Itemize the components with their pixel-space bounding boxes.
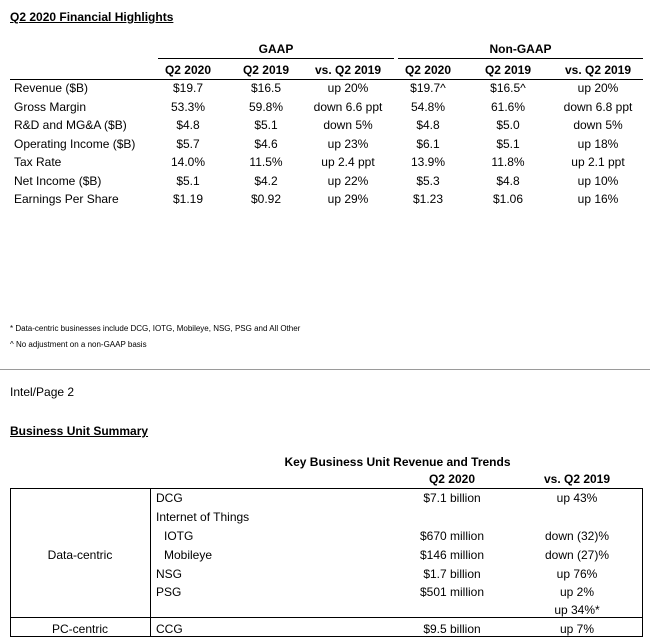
group-label-pc-centric: PC-centric xyxy=(51,622,108,636)
cell-nongaap-vs: up 16% xyxy=(577,192,619,206)
row-label: R&D and MG&A ($B) xyxy=(14,118,127,132)
business-unit-revenue: $670 million xyxy=(419,529,485,543)
cell-gaap-vs: down 5% xyxy=(323,118,373,132)
business-unit-trend: up 2% xyxy=(559,585,595,599)
footnote-data-centric: * Data-centric businesses include DCG, IOTG, Mobileye, NSG, PSG and All Other xyxy=(10,324,301,333)
row-label: Gross Margin xyxy=(14,99,87,114)
business-unit-name: CCG xyxy=(156,622,183,636)
business-unit-trend: up 43% xyxy=(556,491,598,505)
business-header-rule xyxy=(10,488,643,489)
cell-nongaap-q2-2019: $1.06 xyxy=(492,192,524,206)
business-bottom-rule xyxy=(10,636,643,637)
cell-gaap-vs: down 6.6 ppt xyxy=(313,99,383,114)
business-unit-trend: down (27)% xyxy=(544,548,610,562)
cell-gaap-q2-2019: 11.5% xyxy=(249,155,283,169)
business-unit-revenue: $501 million xyxy=(419,585,485,599)
cell-gaap-q2-2019: 59.8% xyxy=(248,99,284,114)
cell-gaap-q2-2019: $16.5 xyxy=(250,81,282,95)
cell-nongaap-q2-2020: $5.3 xyxy=(416,173,440,188)
cell-nongaap-vs: up 20% xyxy=(577,81,619,95)
cell-nongaap-q2-2019: $4.8 xyxy=(496,173,520,188)
business-group-divider xyxy=(10,617,643,618)
cell-gaap-q2-2019: $0.92 xyxy=(250,192,282,206)
cell-gaap-vs: up 23% xyxy=(327,136,369,151)
business-unit-trend: up 76% xyxy=(556,567,598,581)
cell-gaap-vs: up 22% xyxy=(327,173,369,188)
column-header-gaap-vs: vs. Q2 2019 xyxy=(314,63,382,77)
business-unit-name: PSG xyxy=(156,585,182,599)
cell-nongaap-vs: down 5% xyxy=(573,118,623,132)
table-left-border xyxy=(10,488,11,636)
group-label-data-centric: Data-centric xyxy=(47,548,113,562)
column-header-nongaap-vs: vs. Q2 2019 xyxy=(564,63,632,77)
business-unit-name: DCG xyxy=(156,491,183,505)
business-unit-trend: up 34%* xyxy=(554,603,600,617)
cell-nongaap-q2-2020: $6.1 xyxy=(416,136,440,151)
nongaap-underline xyxy=(398,58,643,59)
column-header-gaap-q2-2020: Q2 2020 xyxy=(164,63,212,77)
cell-nongaap-q2-2019: 11.8% xyxy=(491,155,525,169)
cell-nongaap-q2-2020: $4.8 xyxy=(416,118,440,132)
table-right-border xyxy=(642,488,643,636)
header-rule xyxy=(10,79,643,80)
business-unit-trend: down (32)% xyxy=(544,529,610,543)
business-unit-name: NSG xyxy=(156,567,183,581)
nongaap-header: Non-GAAP xyxy=(489,42,552,56)
row-label: Revenue ($B) xyxy=(14,81,89,95)
cell-gaap-q2-2020: $1.19 xyxy=(172,192,204,206)
cell-gaap-q2-2020: $5.1 xyxy=(176,173,200,188)
cell-nongaap-vs: up 18% xyxy=(577,136,619,151)
cell-nongaap-q2-2019: 61.6% xyxy=(490,99,526,114)
cell-nongaap-q2-2020: $1.23 xyxy=(412,192,444,206)
cell-gaap-vs: up 20% xyxy=(327,81,369,95)
cell-gaap-vs: up 29% xyxy=(327,192,369,206)
cell-gaap-q2-2019: $4.2 xyxy=(254,173,278,188)
page-label: Intel/Page 2 xyxy=(10,385,75,399)
gaap-underline xyxy=(158,58,394,59)
footnote-non-gaap: ^ No adjustment on a non-GAAP basis xyxy=(10,340,147,349)
row-label: Tax Rate xyxy=(14,155,62,169)
financial-highlights-title: Q2 2020 Financial Highlights xyxy=(10,10,174,24)
cell-gaap-q2-2020: $19.7 xyxy=(172,81,204,95)
column-header-nongaap-q2-2020: Q2 2020 xyxy=(404,63,452,77)
column-header-gaap-q2-2019: Q2 2019 xyxy=(242,63,290,77)
cell-gaap-q2-2019: $5.1 xyxy=(254,118,278,132)
cell-nongaap-vs: up 2.1 ppt xyxy=(571,155,625,169)
row-label: Net Income ($B) xyxy=(14,173,102,188)
col-vs-q2-2019: vs. Q2 2019 xyxy=(543,472,611,486)
cell-nongaap-q2-2019: $16.5^ xyxy=(490,81,526,95)
gaap-header: GAAP xyxy=(258,42,294,56)
cell-gaap-q2-2019: $4.6 xyxy=(254,136,278,151)
business-unit-trend: up 7% xyxy=(559,622,595,636)
cell-gaap-q2-2020: $5.7 xyxy=(176,136,200,151)
business-unit-revenue: $9.5 billion xyxy=(423,622,481,636)
row-label: Operating Income ($B) xyxy=(14,136,136,151)
cell-nongaap-q2-2020: 54.8% xyxy=(410,99,446,114)
group-column-divider xyxy=(150,488,151,636)
cell-gaap-q2-2020: 53.3% xyxy=(170,99,206,114)
col-q2-2020: Q2 2020 xyxy=(428,472,476,486)
row-label: Earnings Per Share xyxy=(14,192,119,206)
cell-nongaap-q2-2020: $19.7^ xyxy=(410,81,446,95)
cell-gaap-q2-2020: $4.8 xyxy=(176,118,200,132)
cell-gaap-q2-2020: 14.0% xyxy=(170,155,206,169)
page-separator xyxy=(0,369,650,370)
cell-nongaap-vs: down 6.8 ppt xyxy=(563,99,633,114)
business-unit-revenue: $146 million xyxy=(419,548,485,562)
cell-nongaap-q2-2019: $5.1 xyxy=(496,136,520,151)
cell-nongaap-q2-2019: $5.0 xyxy=(496,118,520,132)
cell-nongaap-q2-2020: 13.9% xyxy=(410,155,446,169)
business-unit-name: Mobileye xyxy=(164,548,213,562)
column-header-nongaap-q2-2019: Q2 2019 xyxy=(484,63,532,77)
business-unit-name: Internet of Things xyxy=(156,510,250,524)
cell-nongaap-vs: up 10% xyxy=(577,173,619,188)
cell-gaap-vs: up 2.4 ppt xyxy=(321,155,375,169)
business-unit-revenue: $1.7 billion xyxy=(423,567,481,581)
business-table-title: Key Business Unit Revenue and Trends xyxy=(284,455,511,469)
business-unit-revenue: $7.1 billion xyxy=(423,491,481,505)
business-unit-summary-title: Business Unit Summary xyxy=(10,424,149,438)
business-unit-name: IOTG xyxy=(164,529,194,543)
